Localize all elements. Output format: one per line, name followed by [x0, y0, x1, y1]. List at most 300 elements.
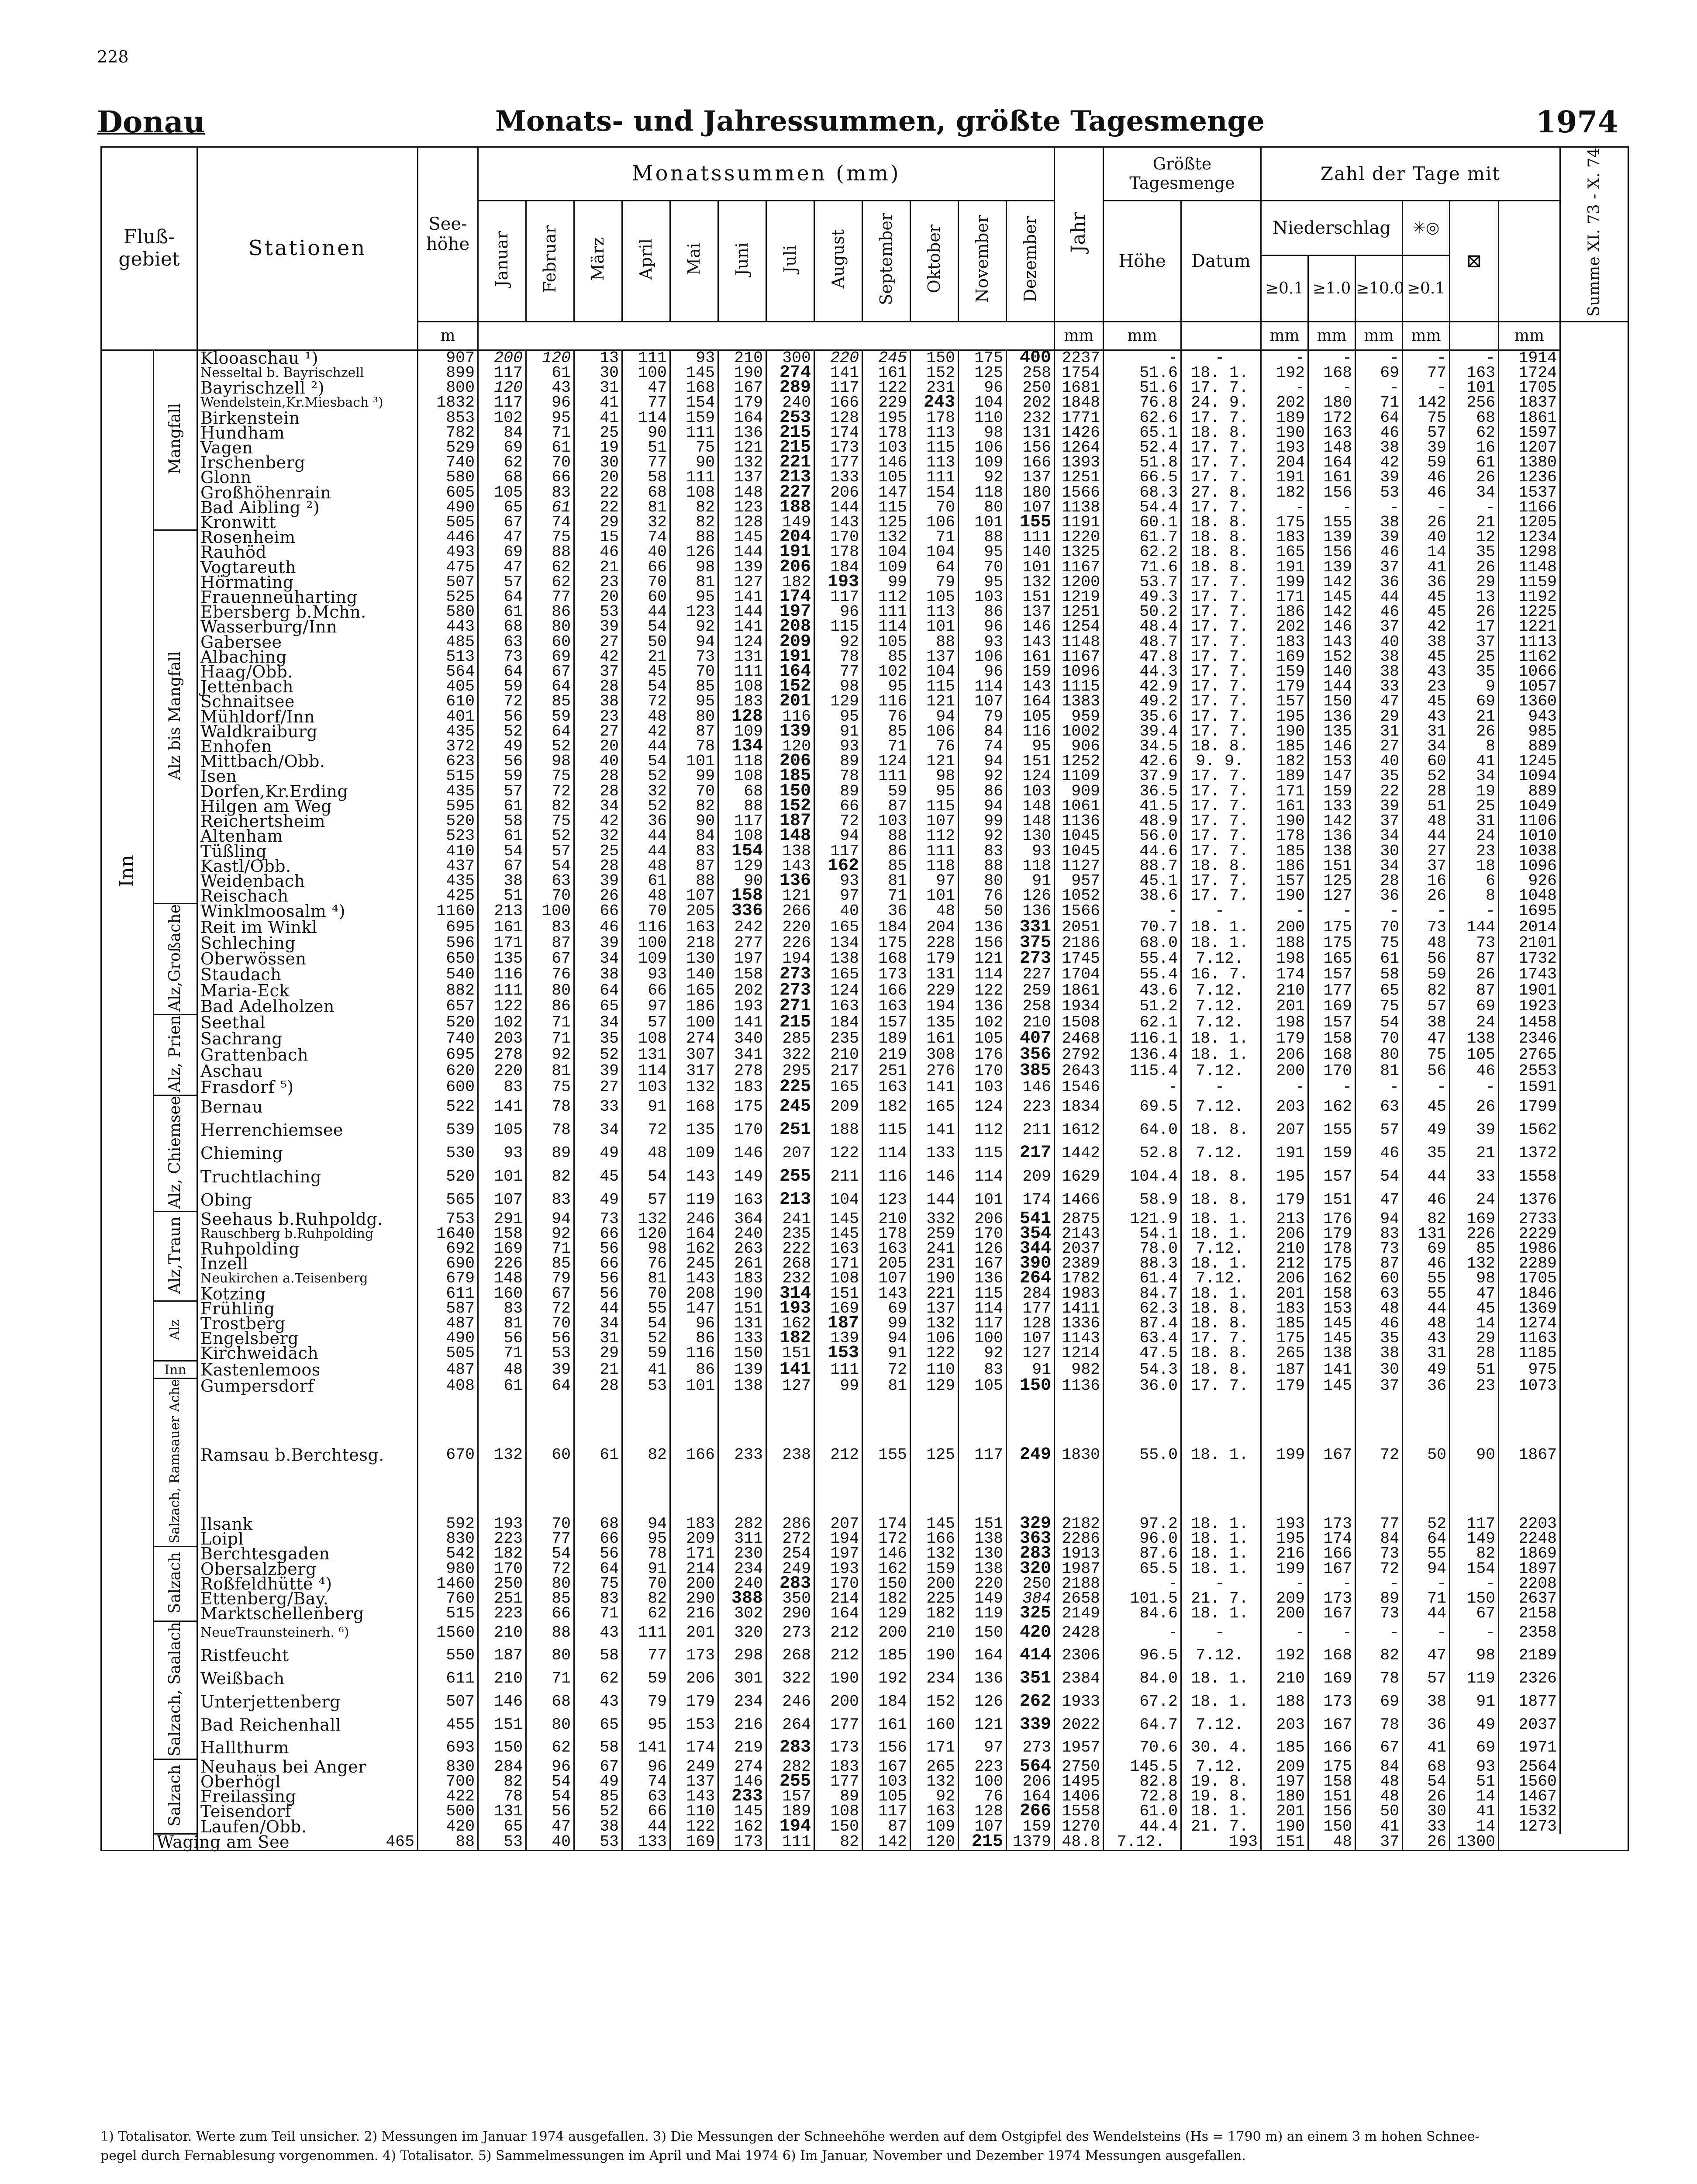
- month-sum: 264: [766, 1713, 814, 1736]
- day-count: 90: [1450, 1393, 1499, 1517]
- station-row: [101, 1759, 1628, 1774]
- day-count: 38: [1356, 1346, 1403, 1361]
- max-daily-height: 76.8: [1104, 395, 1181, 410]
- month-sum: 174: [670, 1736, 718, 1759]
- month-sum: 194: [766, 951, 814, 967]
- year-sum: 1148: [1055, 635, 1104, 650]
- month-sum: 138: [766, 844, 814, 859]
- day-count: -: [1403, 1576, 1450, 1591]
- max-daily-date: 17. 7.: [1181, 455, 1261, 470]
- day-count: 171: [1261, 590, 1308, 605]
- day-count: -: [1261, 380, 1308, 395]
- station-row: [101, 919, 1628, 935]
- month-sum: 107: [959, 694, 1007, 709]
- elevation: 437: [418, 859, 478, 874]
- day-count: -: [1450, 500, 1499, 515]
- month-sum: 54: [526, 1546, 574, 1561]
- max-daily-date: 17. 7.: [1181, 799, 1261, 814]
- year-sum: 1629: [1055, 1165, 1104, 1188]
- day-count: 180: [1308, 395, 1356, 410]
- day-count: 54: [1356, 1014, 1403, 1030]
- month-sum: 68: [478, 619, 526, 634]
- month-sum: 177: [814, 1713, 862, 1736]
- month-sum: 63: [622, 1789, 670, 1804]
- month-sum: 79: [622, 1690, 670, 1714]
- month-sum: 166: [911, 1531, 959, 1546]
- day-count: -: [1261, 350, 1308, 366]
- month-sum: 89: [526, 1142, 574, 1165]
- station-row: [101, 709, 1628, 724]
- day-count: -: [1403, 500, 1450, 515]
- month-sum: 118: [1007, 859, 1055, 874]
- day-count: 175: [1308, 1256, 1356, 1271]
- month-sum: 363: [1007, 1531, 1055, 1546]
- month-sum: 85: [574, 1789, 622, 1804]
- month-sum: 52: [478, 724, 526, 739]
- month-sum: 214: [670, 1562, 718, 1576]
- month-sum: 42: [622, 724, 670, 739]
- max-daily-height: -: [1104, 1576, 1181, 1591]
- month-september: September: [862, 201, 911, 322]
- month-sum: 44: [622, 829, 670, 843]
- day-count: 151: [1261, 1834, 1308, 1850]
- max-daily-date: 24. 9.: [1181, 395, 1261, 410]
- elevation: 465: [197, 1834, 418, 1850]
- day-count: 157: [1261, 694, 1308, 709]
- day-count: 27: [1403, 844, 1450, 859]
- month-sum: 91: [1007, 1361, 1055, 1379]
- max-daily-height: 52.8: [1104, 1142, 1181, 1165]
- elevation: 580: [418, 470, 478, 485]
- month-sum: 92: [911, 1789, 959, 1804]
- month-sum: 52: [526, 739, 574, 754]
- month-sum: 207: [814, 1517, 862, 1531]
- month-sum: 87: [862, 799, 911, 814]
- month-sum: 385: [1007, 1063, 1055, 1079]
- summe-hydrological-year: 1236: [1499, 470, 1560, 485]
- month-sum: 137: [1007, 470, 1055, 485]
- day-count: 163: [1308, 425, 1356, 440]
- header-datum: Datum: [1181, 201, 1261, 322]
- month-sum: 274: [670, 1030, 718, 1047]
- month-sum: 80: [526, 1713, 574, 1736]
- elevation: 515: [418, 1606, 478, 1621]
- month-sum: 130: [1007, 829, 1055, 843]
- month-sum: 28: [574, 769, 622, 784]
- max-daily-date: 17. 7.: [1181, 769, 1261, 784]
- month-sum: 165: [814, 1079, 862, 1095]
- month-sum: 75: [526, 769, 574, 784]
- month-sum: 101: [1007, 560, 1055, 575]
- day-count: 69: [1356, 366, 1403, 380]
- month-sum: 143: [1007, 679, 1055, 694]
- station-row: [101, 664, 1628, 679]
- elevation: 410: [418, 844, 478, 859]
- month-sum: 39: [574, 1063, 622, 1079]
- month-sum: 161: [1007, 650, 1055, 664]
- station-name: Ilsank: [197, 1517, 418, 1531]
- month-sum: 165: [670, 983, 718, 999]
- day-count: 36: [1403, 1713, 1450, 1736]
- max-daily-date: 18. 1.: [1181, 1690, 1261, 1714]
- day-count: 59: [1403, 967, 1450, 982]
- month-sum: 200: [862, 1621, 911, 1644]
- day-count: 34: [1356, 829, 1403, 843]
- day-count: 101: [1450, 380, 1499, 395]
- max-daily-height: 54.4: [1104, 500, 1181, 515]
- day-count: 173: [1308, 1517, 1356, 1531]
- station-row: [101, 455, 1628, 470]
- max-daily-date: 18. 8.: [1181, 1165, 1261, 1188]
- summe-hydrological-year: 1057: [1499, 679, 1560, 694]
- month-sum: 95: [959, 575, 1007, 590]
- month-sum: 216: [718, 1713, 766, 1736]
- month-sum: 134: [718, 739, 766, 754]
- station-name: Schleching: [197, 935, 418, 951]
- month-sum: 128: [1007, 1316, 1055, 1331]
- month-sum: 166: [670, 1393, 718, 1517]
- month-sum: 84: [959, 724, 1007, 739]
- month-sum: 90: [670, 814, 718, 829]
- station-name: Bayrischzell ²): [197, 380, 418, 395]
- month-sum: 163: [814, 1241, 862, 1256]
- station-row: [101, 440, 1628, 455]
- max-daily-date: 17. 7.: [1181, 724, 1261, 739]
- day-count: 46: [1403, 485, 1450, 500]
- year-sum: 1442: [1055, 1142, 1104, 1165]
- max-daily-date: 18. 1.: [1181, 1667, 1261, 1690]
- day-count: 186: [1261, 605, 1308, 619]
- page-number: 228: [97, 47, 129, 66]
- month-sum: 173: [718, 1834, 766, 1850]
- day-count: -: [1356, 903, 1403, 919]
- day-count: 94: [1356, 1212, 1403, 1227]
- day-count: 84: [1356, 1531, 1403, 1546]
- month-sum: 209: [1007, 1165, 1055, 1188]
- max-daily-date: 18. 1.: [1181, 1047, 1261, 1063]
- max-daily-date: 30. 4.: [1181, 1736, 1261, 1759]
- elevation: 564: [418, 664, 478, 679]
- month-sum: 80: [959, 874, 1007, 888]
- station-name: Isen: [197, 769, 418, 784]
- month-sum: 78: [478, 1789, 526, 1804]
- month-sum: 166: [1007, 455, 1055, 470]
- station-row: [101, 999, 1628, 1014]
- month-sum: 141: [911, 1079, 959, 1095]
- month-sum: 193: [814, 1562, 862, 1576]
- day-count: 30: [1356, 844, 1403, 859]
- day-count: 213: [1261, 1212, 1308, 1227]
- day-count: 127: [1308, 888, 1356, 903]
- month-sum: 329: [1007, 1517, 1055, 1531]
- month-sum: 94: [814, 829, 862, 843]
- month-sum: 139: [766, 724, 814, 739]
- month-sum: 233: [718, 1789, 766, 1804]
- day-count: 55: [1403, 1546, 1450, 1561]
- max-daily-date: 18. 1.: [1181, 935, 1261, 951]
- month-sum: 117: [478, 366, 526, 380]
- station-row: [101, 859, 1628, 874]
- day-count: 69: [1450, 1736, 1499, 1759]
- month-sum: 133: [814, 470, 862, 485]
- day-count: 34: [1356, 859, 1403, 874]
- day-count: 13: [1450, 590, 1499, 605]
- summe-hydrological-year: 1113: [1499, 635, 1560, 650]
- station-name: Truchtlaching: [197, 1165, 418, 1188]
- elevation: 505: [418, 1346, 478, 1361]
- month-sum: 158: [478, 1227, 526, 1241]
- max-daily-height: 34.5: [1104, 739, 1181, 754]
- year-sum: 906: [1055, 739, 1104, 754]
- day-count: 142: [1403, 395, 1450, 410]
- month-sum: 39: [574, 619, 622, 634]
- month-sum: 54: [526, 1774, 574, 1789]
- month-sum: 145: [670, 366, 718, 380]
- month-sum: 68: [526, 1690, 574, 1714]
- month-sum: 143: [766, 859, 814, 874]
- month-sum: 173: [670, 1644, 718, 1667]
- month-sum: 126: [959, 1241, 1007, 1256]
- month-sum: 182: [478, 1546, 526, 1561]
- max-daily-date: 18. 1.: [1181, 1030, 1261, 1047]
- month-sum: 60: [526, 1393, 574, 1517]
- month-sum: 235: [766, 1227, 814, 1241]
- month-sum: 137: [718, 470, 766, 485]
- month-sum: 103: [862, 1774, 911, 1789]
- month-sum: 136: [959, 999, 1007, 1014]
- max-daily-date: 7.12.: [1181, 1014, 1261, 1030]
- max-daily-height: 63.4: [1104, 1331, 1181, 1346]
- month-sum: 185: [862, 1644, 911, 1667]
- max-daily-date: 17. 7.: [1181, 888, 1261, 903]
- month-sum: 163: [718, 1188, 766, 1211]
- month-sum: 38: [478, 874, 526, 888]
- month-sum: 182: [862, 1591, 911, 1606]
- month-sum: 388: [718, 1591, 766, 1606]
- month-sum: 91: [1007, 874, 1055, 888]
- month-sum: 70: [670, 664, 718, 679]
- month-sum: 186: [670, 999, 718, 1014]
- month-sum: 130: [959, 1546, 1007, 1561]
- month-sum: 128: [718, 515, 766, 530]
- month-sum: 143: [670, 1165, 718, 1188]
- month-sum: 94: [959, 799, 1007, 814]
- day-count: -: [1356, 380, 1403, 395]
- month-sum: 123: [862, 1188, 911, 1211]
- year-sum: 1002: [1055, 724, 1104, 739]
- day-count: 55: [1403, 1271, 1450, 1286]
- day-count: 182: [1261, 485, 1308, 500]
- month-sum: 104: [911, 545, 959, 560]
- snow-symbol-icon: ✳◎: [1403, 201, 1450, 256]
- month-sum: 122: [862, 380, 911, 395]
- day-count: 61: [1450, 455, 1499, 470]
- month-sum: 356: [1007, 1047, 1055, 1063]
- max-daily-height: 62.2: [1104, 545, 1181, 560]
- precipitation-table: [100, 146, 1629, 1851]
- year-sum: 2468: [1055, 1030, 1104, 1047]
- month-sum: 109: [911, 1819, 959, 1834]
- month-sum: 99: [862, 575, 911, 590]
- month-sum: 107: [862, 1271, 911, 1286]
- year-sum: 2186: [1055, 935, 1104, 951]
- month-sum: 71: [526, 1014, 574, 1030]
- month-sum: 61: [622, 874, 670, 888]
- month-sum: 155: [1007, 515, 1055, 530]
- month-sum: 67: [526, 951, 574, 967]
- day-count: 166: [1308, 1736, 1356, 1759]
- month-sum: 163: [862, 1079, 911, 1095]
- max-daily-height: 38.6: [1104, 888, 1181, 903]
- month-sum: 98: [622, 1241, 670, 1256]
- month-sum: 78: [526, 1095, 574, 1118]
- elevation: 740: [418, 455, 478, 470]
- station-name: Dorfen,Kr.Erding: [197, 784, 418, 799]
- station-name: Waldkraiburg: [197, 724, 418, 739]
- month-sum: 285: [766, 1030, 814, 1047]
- month-sum: 92: [814, 635, 862, 650]
- month-sum: 341: [718, 1047, 766, 1063]
- month-sum: 194: [766, 1819, 814, 1834]
- day-count: 138: [1450, 1030, 1499, 1047]
- month-sum: 110: [959, 411, 1007, 425]
- month-sum: 52: [622, 799, 670, 814]
- day-count: 46: [1356, 1142, 1403, 1165]
- month-sum: 400: [1007, 350, 1055, 366]
- month-sum: 71: [574, 1606, 622, 1621]
- month-sum: 178: [814, 545, 862, 560]
- month-sum: 29: [574, 1346, 622, 1361]
- year-sum: 2389: [1055, 1256, 1104, 1271]
- elevation: 650: [418, 951, 478, 967]
- day-count: 136: [1308, 709, 1356, 724]
- month-sum: 62: [622, 1606, 670, 1621]
- day-count: 44: [1403, 1165, 1450, 1188]
- day-count: 23: [1450, 844, 1499, 859]
- month-sum: 104: [959, 395, 1007, 410]
- year-sum: 2792: [1055, 1047, 1104, 1063]
- day-count: -: [1450, 903, 1499, 919]
- month-sum: 57: [622, 1188, 670, 1211]
- month-sum: 95: [670, 694, 718, 709]
- day-count: 140: [1308, 664, 1356, 679]
- month-sum: 41: [622, 1361, 670, 1379]
- month-sum: 113: [911, 605, 959, 619]
- month-sum: 111: [622, 1621, 670, 1644]
- day-count: 82: [1356, 1644, 1403, 1667]
- month-sum: 93: [814, 874, 862, 888]
- max-daily-height: 78.0: [1104, 1241, 1181, 1256]
- station-name: Sachrang: [197, 1030, 418, 1047]
- day-count: 206: [1261, 1047, 1308, 1063]
- month-sum: 39: [526, 1361, 574, 1379]
- month-sum: 105: [862, 1789, 911, 1804]
- day-count: -: [1308, 903, 1356, 919]
- month-sum: 88: [911, 635, 959, 650]
- max-daily-date: 17. 7.: [1181, 679, 1261, 694]
- year-title: 1974: [1535, 105, 1618, 140]
- month-sum: 50: [959, 903, 1007, 919]
- month-sum: 48: [622, 1142, 670, 1165]
- year-sum: 2022: [1055, 1713, 1104, 1736]
- day-count: 83: [1356, 1227, 1403, 1241]
- day-count: 35: [1403, 1142, 1450, 1165]
- month-sum: 66: [622, 1804, 670, 1819]
- month-sum: 107: [959, 1819, 1007, 1834]
- month-sum: 54: [622, 619, 670, 634]
- month-sum: 73: [574, 1212, 622, 1227]
- year-sum: 1834: [1055, 1095, 1104, 1118]
- max-daily-date: 17. 7.: [1181, 844, 1261, 859]
- month-sum: 82: [526, 1165, 574, 1188]
- max-daily-height: 145.5: [1104, 1759, 1181, 1774]
- month-sum: 169: [670, 1834, 718, 1850]
- station-name: Hilgen am Weg: [197, 799, 418, 814]
- max-daily-height: 55.0: [1104, 1393, 1181, 1517]
- month-sum: 128: [718, 709, 766, 724]
- month-sum: 30: [574, 455, 622, 470]
- day-count: -: [1356, 1079, 1403, 1095]
- month-sum: 70: [622, 1286, 670, 1301]
- day-count: 163: [1450, 366, 1499, 380]
- month-sum: 125: [862, 515, 911, 530]
- day-count: 210: [1261, 1667, 1308, 1690]
- elevation: 1560: [418, 1621, 478, 1644]
- month-sum: 148: [478, 1271, 526, 1286]
- year-sum: 982: [1055, 1361, 1104, 1379]
- month-sum: 82: [622, 1591, 670, 1606]
- month-sum: 116: [478, 967, 526, 982]
- month-sum: 164: [1007, 694, 1055, 709]
- month-sum: 208: [766, 619, 814, 634]
- day-count: 201: [1261, 1286, 1308, 1301]
- elevation: 782: [418, 425, 478, 440]
- month-sum: 57: [526, 844, 574, 859]
- year-sum: 2286: [1055, 1531, 1104, 1546]
- month-sum: 99: [814, 1379, 862, 1393]
- summe-hydrological-year: 1298: [1499, 545, 1560, 560]
- max-daily-date: 17. 7.: [1181, 874, 1261, 888]
- month-sum: 109: [959, 455, 1007, 470]
- month-sum: 111: [862, 769, 911, 784]
- flussgebiet-group: Alz,Großache: [154, 903, 197, 1014]
- station-row: [101, 951, 1628, 967]
- year-sum: 1136: [1055, 1379, 1104, 1393]
- month-sum: 95: [622, 1713, 670, 1736]
- day-count: 45: [1403, 590, 1450, 605]
- month-sum: 86: [526, 999, 574, 1014]
- month-sum: 249: [766, 1562, 814, 1576]
- month-sum: 173: [814, 440, 862, 455]
- day-count: 53: [1356, 485, 1403, 500]
- month-sum: 117: [959, 1316, 1007, 1331]
- month-sum: 183: [718, 694, 766, 709]
- day-count: 200: [1261, 1606, 1308, 1621]
- month-sum: 168: [862, 951, 911, 967]
- month-sum: 117: [478, 395, 526, 410]
- summe-hydrological-year: 926: [1499, 874, 1560, 888]
- month-sum: 136: [766, 874, 814, 888]
- day-count: 151: [1308, 1789, 1356, 1804]
- unit-ge100: mm: [1356, 321, 1403, 350]
- station-row: [101, 903, 1628, 919]
- month-sum: 21: [574, 1361, 622, 1379]
- month-sum: 129: [862, 1606, 911, 1621]
- month-sum: 100: [959, 1774, 1007, 1789]
- day-count: 45: [1403, 694, 1450, 709]
- month-sum: 33: [574, 1095, 622, 1118]
- max-daily-height: 48.8: [1055, 1834, 1104, 1850]
